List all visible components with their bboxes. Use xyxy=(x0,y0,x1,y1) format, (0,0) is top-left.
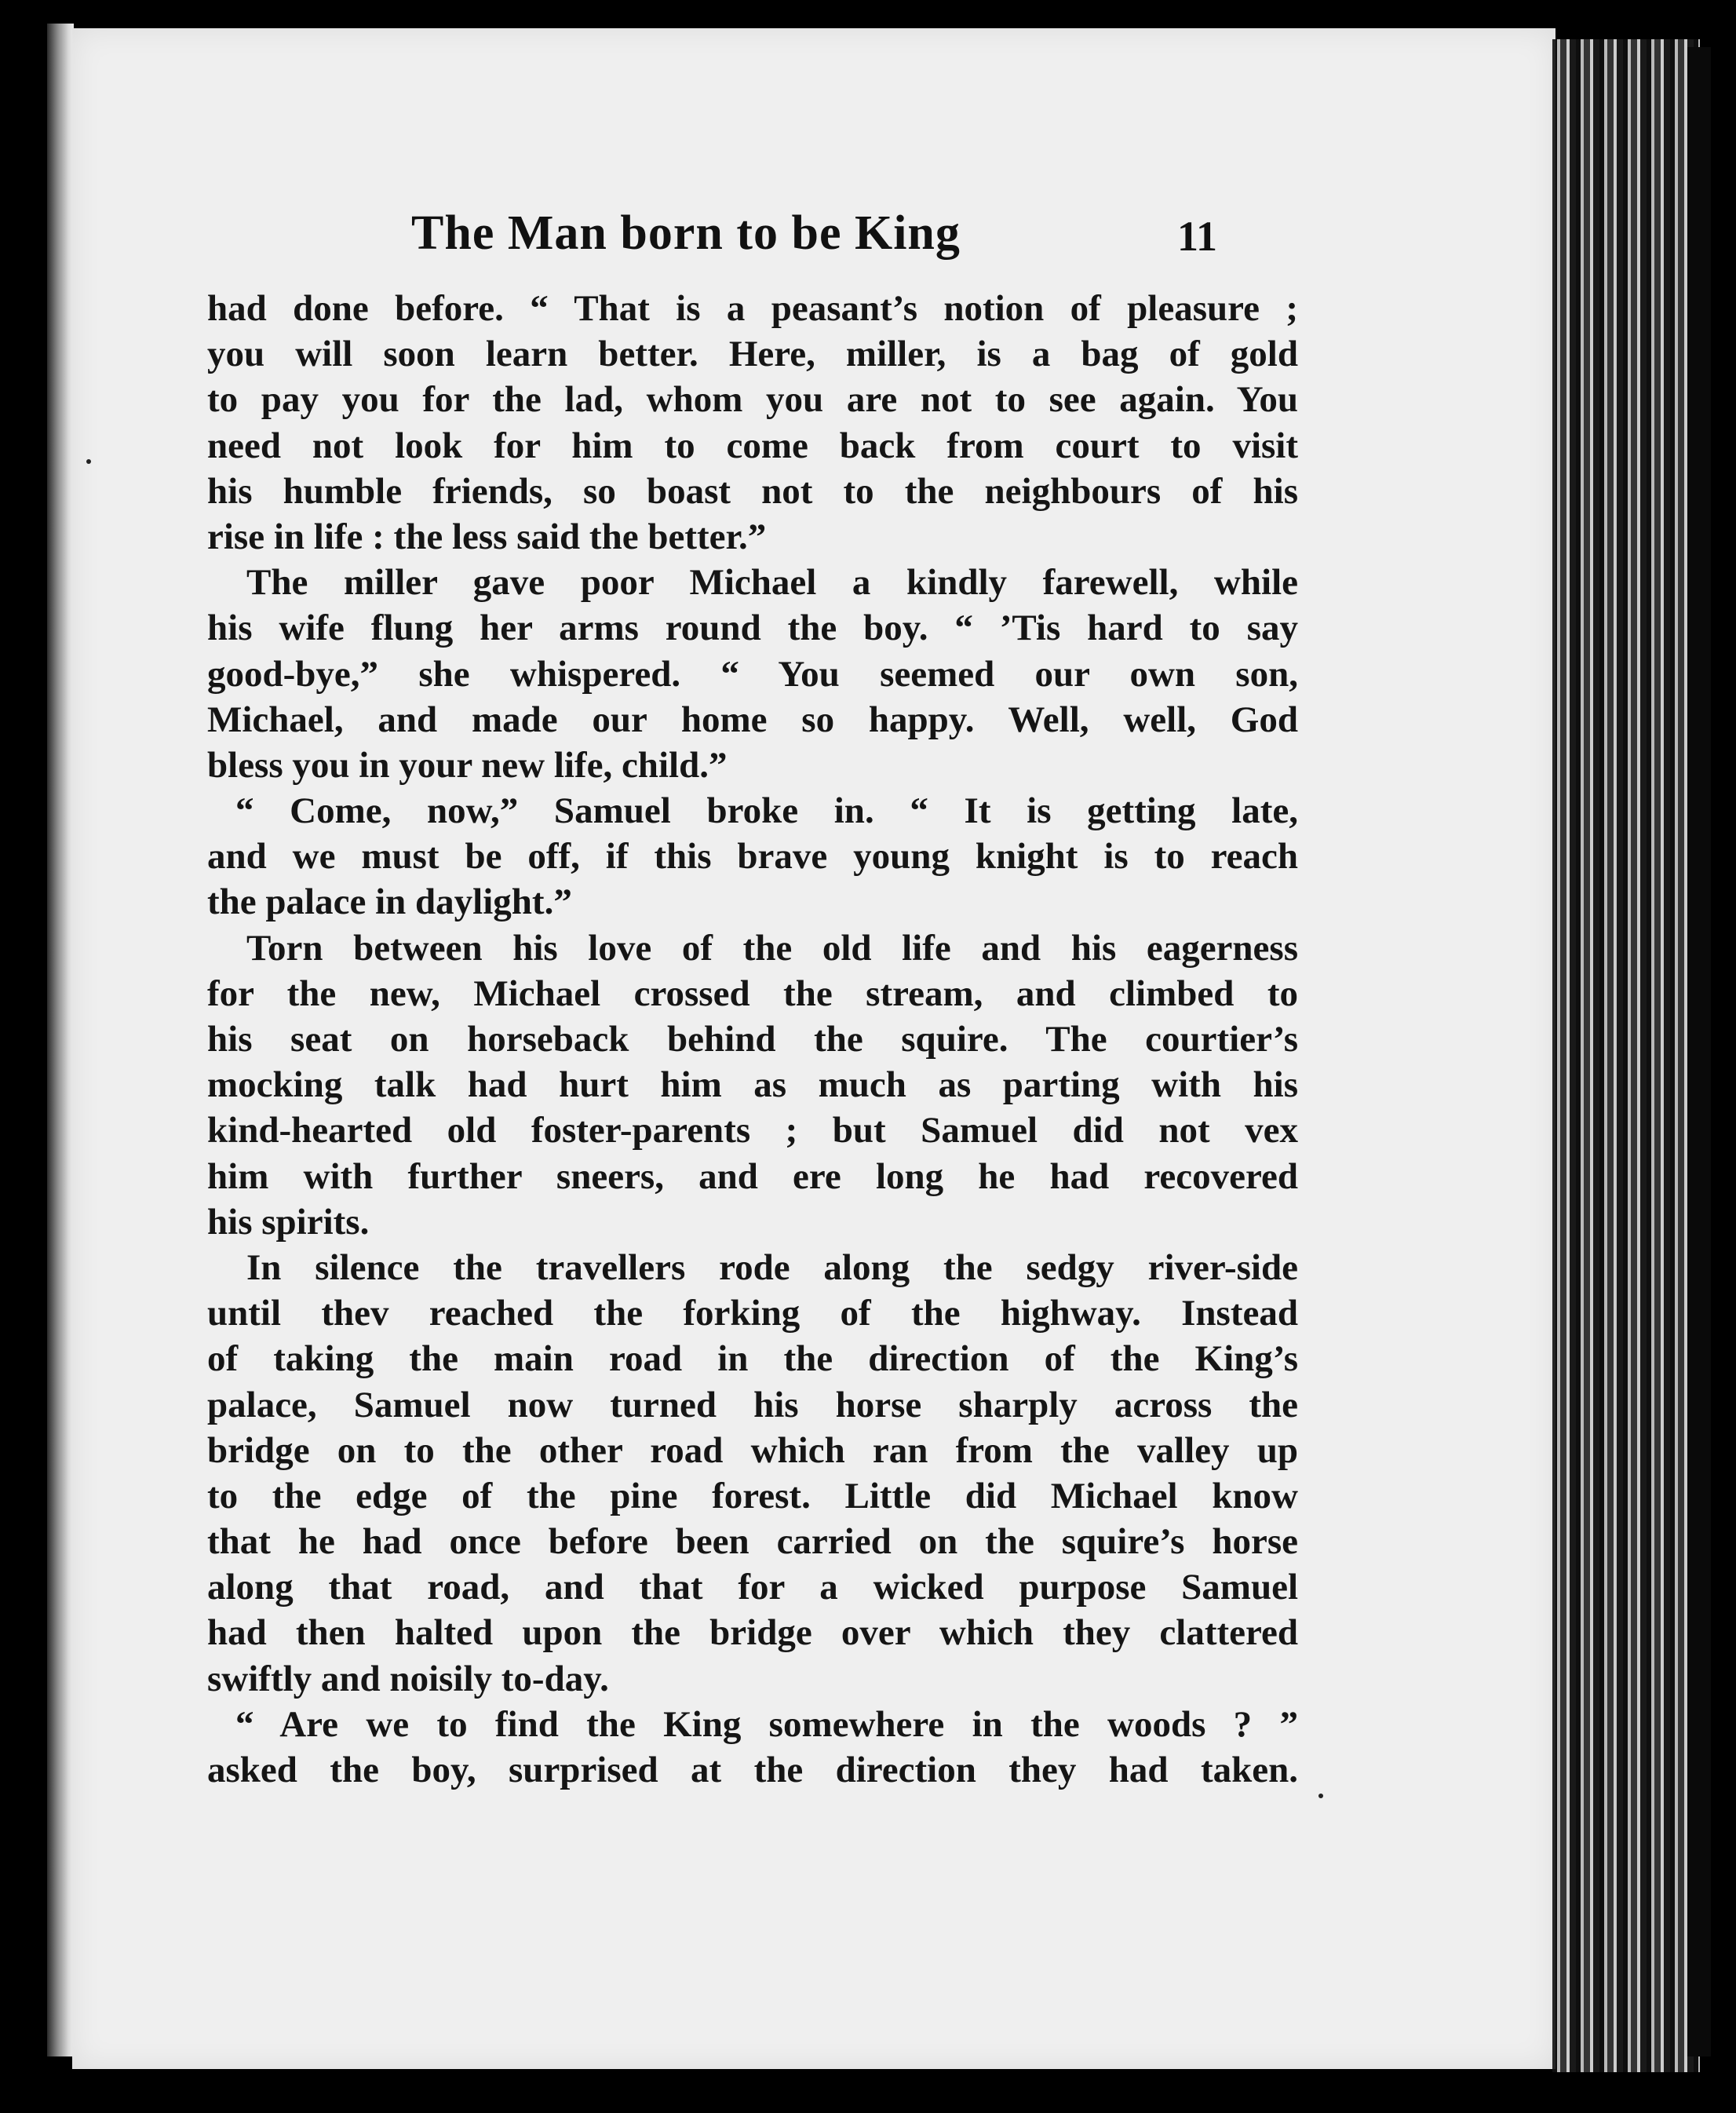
page-number: 11 xyxy=(1177,213,1218,260)
text-line: palace, Samuel now turned his horse sharply across the xyxy=(207,1384,1298,1425)
dust-speck xyxy=(86,459,91,464)
text-line: for the new, Michael crossed the stream, and climbed to xyxy=(207,973,1298,1014)
text-line: Torn between his love of the old life and his eagerness xyxy=(246,927,1298,969)
running-title: The Man born to be King xyxy=(411,206,961,260)
left-page-edge xyxy=(47,24,74,2056)
dust-speck xyxy=(1318,1794,1323,1798)
text-line: good-bye,” she whispered. “ You seemed our own son, xyxy=(207,653,1298,695)
text-line: his wife flung her arms round the boy. “ ’Tis hard to say xyxy=(207,608,1298,649)
text-line: mocking talk had hurt him as much as parting with his xyxy=(207,1064,1298,1106)
text-line: and we must be off, if this brave young knight is to reach xyxy=(207,836,1298,878)
text-line: had then halted upon the bridge over which they clattered xyxy=(207,1612,1298,1654)
text-line: bless you in your new life, child.” xyxy=(207,744,728,786)
right-page-stack-edge xyxy=(1552,39,1700,2072)
text-line: asked the boy, surprised at the direction they had taken. xyxy=(207,1750,1298,1790)
right-binding-shadow xyxy=(1687,47,1711,2056)
text-line: Michael, and made our home so happy. Well, well, God xyxy=(207,699,1298,740)
text-line: of taking the main road in the direction of the King’s xyxy=(207,1338,1298,1380)
body-text xyxy=(207,286,1298,1793)
text-line: bridge on to the other road which ran from the valley up xyxy=(207,1429,1298,1471)
book-page xyxy=(72,28,1555,2069)
text-line: until thev reached the forking of the highway. Instead xyxy=(207,1293,1298,1334)
text-line: his humble friends, so boast not to the neighbours of his xyxy=(207,470,1298,512)
text-line: him with further sneers, and ere long he had recovered xyxy=(207,1155,1298,1197)
text-line: you will soon learn better. Here, miller, is a bag of gold xyxy=(207,334,1298,375)
text-line: that he had once before been carried on the squire’s horse xyxy=(207,1521,1298,1563)
text-line: swiftly and noisily to-day. xyxy=(207,1658,609,1699)
text-line: to the edge of the pine forest. Little did Michael know xyxy=(207,1475,1298,1516)
text-line: his seat on horseback behind the squire. The courtier’s xyxy=(207,1019,1298,1060)
text-line: had done before. “ That is a peasant’s notion of pleasure ; xyxy=(207,288,1298,329)
text-line: to pay you for the lad, whom you are not to see again. You xyxy=(207,379,1298,421)
text-line: “ Come, now,” Samuel broke in. “ It is getting late, xyxy=(235,790,1298,832)
text-line: the palace in daylight.” xyxy=(207,881,572,923)
text-line: rise in life : the less said the better.” xyxy=(207,516,767,557)
text-line: “ Are we to find the King somewhere in the woods ? ” xyxy=(235,1703,1298,1745)
text-line: In silence the travellers rode along the sedgy river-side xyxy=(246,1246,1298,1288)
text-line: kind-hearted old foster-parents ; but Samuel did not vex xyxy=(207,1110,1298,1151)
text-line: The miller gave poor Michael a kindly farewell, while xyxy=(246,562,1298,604)
page-header xyxy=(72,206,1555,276)
text-line: his spirits. xyxy=(207,1201,370,1243)
text-line: along that road, and that for a wicked purpose Samuel xyxy=(207,1567,1298,1608)
text-line: need not look for him to come back from court to visit xyxy=(207,425,1298,466)
